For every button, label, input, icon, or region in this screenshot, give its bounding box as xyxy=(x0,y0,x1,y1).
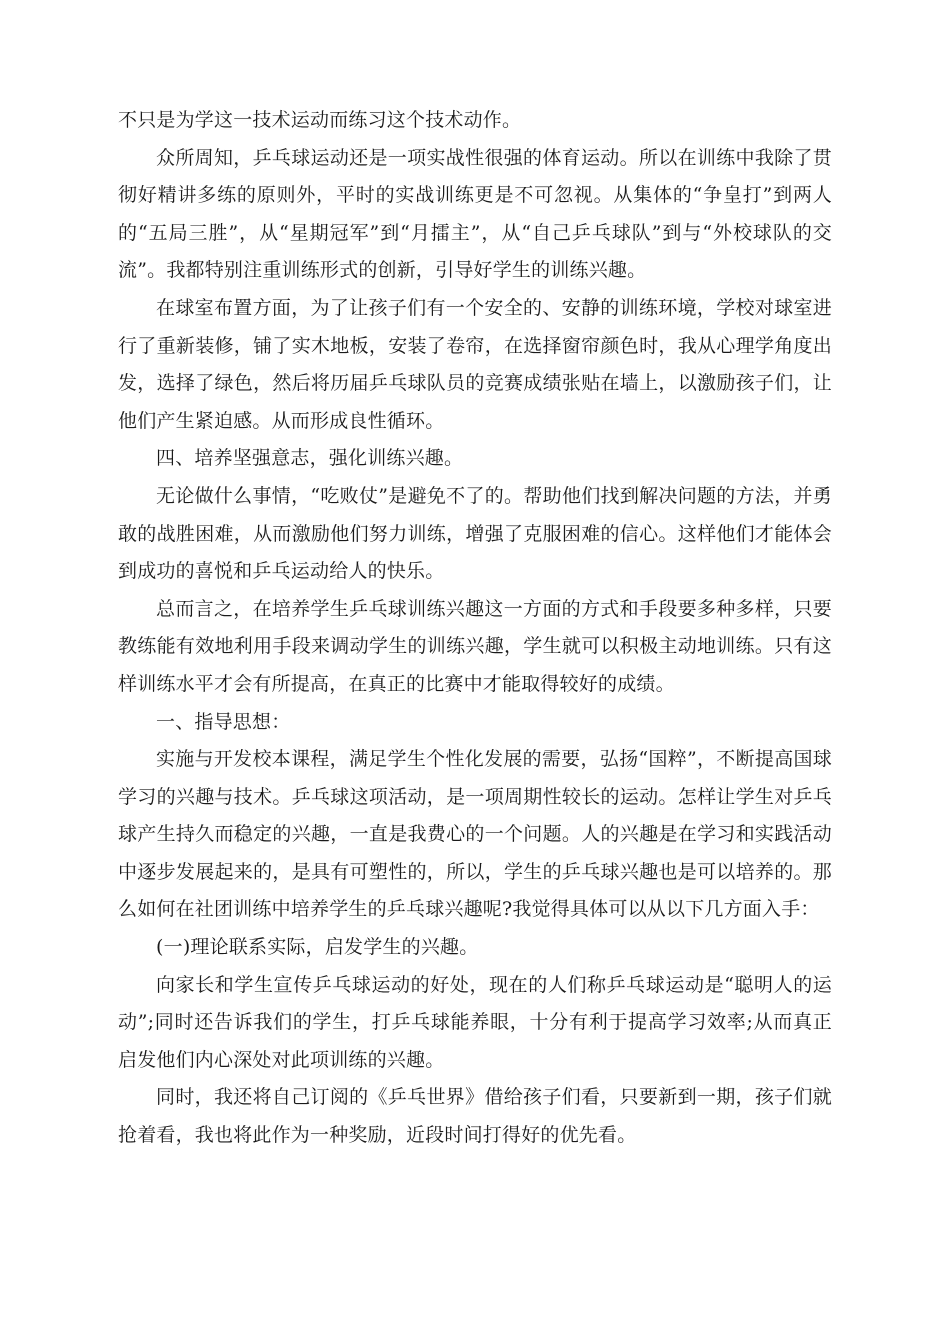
paragraph-6: 总而言之，在培养学生乒乓球训练兴趣这一方面的方式和手段要多种多样，只要教练能有效地利用手段来调动学生的训练兴趣，学生就可以积极主动地训练。只有这样训练水平才会有所提高，在真正的比赛中才能取得较好的成绩。 xyxy=(118,597,832,695)
paragraph-10: 向家长和学生宣传乒乓球运动的好处，现在的人们称乒乓球运动是“聪明人的运动”;同时还告诉我们的学生，打乒乓球能养眼，十分有利于提高学习效率;从而真正启发他们内心深处对此项训练的兴趣。 xyxy=(118,973,832,1071)
paragraph-5: 无论做什么事情，“吃败仗”是避免不了的。帮助他们找到解决问题的方法，并勇敢的战胜困难，从而激励他们努力训练，增强了克服困难的信心。这样他们才能体会到成功的喜悦和乒乓运动给人的快乐。 xyxy=(118,484,832,583)
section-heading-4: 四、培养坚强意志，强化训练兴趣。 xyxy=(156,447,464,470)
paragraph-1: 不只是为学这一技术运动而练习这个技术动作。 xyxy=(118,109,522,131)
document-body xyxy=(118,102,832,1155)
paragraph-2: 众所周知，乒乓球运动还是一项实战性很强的体育运动。所以在训练中我除了贯彻好精讲多练的原则外，平时的实战训练更是不可忽视。从集体的“争皇打”到两人的“五局三胜”，从“星期冠军”到“月擂主”，从“自己乒乓球队”到与“外校球队的交流”。我都特别注重训练形式的创新，引导好学生的训练兴趣。 xyxy=(118,146,832,282)
section-heading-guiding-thought: 一、指导思想： xyxy=(156,710,291,733)
paragraph-11: 同时，我还将自己订阅的《乒乓世界》借给孩子们看，只要新到一期，孩子们就抢着看，我也将此作为一种奖励，近段时间打得好的优先看。 xyxy=(118,1086,832,1147)
paragraph-8: 实施与开发校本课程，满足学生个性化发展的需要，弘扬“国粹”，不断提高国球学习的兴趣与技术。乒乓球这项活动，是一项周期性较长的运动。怎样让学生对乒乓球产生持久而稳定的兴趣，一直是我费心的一个问题。人的兴趣是在学习和实践活动中逐步发展起来的，是具有可塑性的，所以，学生的乒乓球兴趣也是可以培养的。那么如何在社团训练中培养学生的乒乓球兴趣呢?我觉得具体可以从以下几方面入手： xyxy=(118,748,832,921)
paragraph-3: 在球室布置方面，为了让孩子们有一个安全的、安静的训练环境，学校对球室进行了重新装修，铺了实木地板，安装了卷帘，在选择窗帘颜色时，我从心理学角度出发，选择了绿色，然后将历届乒乓球队员的竞赛成绩张贴在墙上，以激励孩子们，让他们产生紧迫感。从而形成良性循环。 xyxy=(118,296,832,432)
subsection-heading-1: (一)理论联系实际，启发学生的兴趣。 xyxy=(156,936,479,959)
